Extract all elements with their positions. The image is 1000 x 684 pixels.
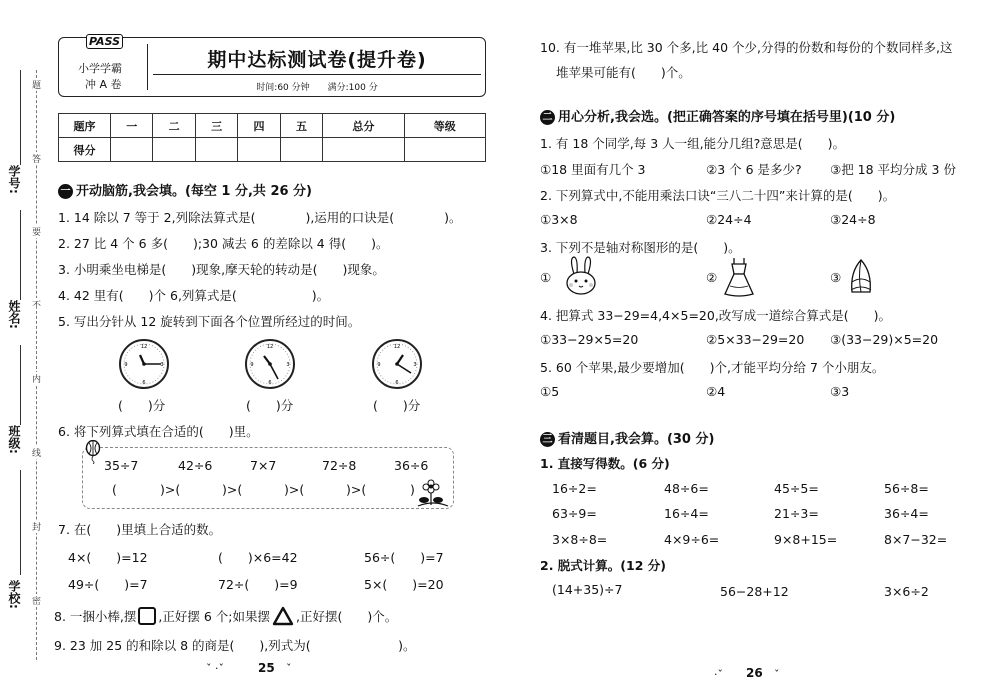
margin-note: 内 [31,372,42,385]
order-chain: ) [410,482,415,497]
score-cell: 四 [238,114,280,138]
fill-item: ( )×6=42 [218,550,298,565]
score-cell: 等级 [404,114,485,138]
exam-header [58,37,486,97]
choice-question-1: 1. 有 18 个同学,每 3 人一组,能分几组?意思是( )。 [540,136,845,151]
margin-note: 题 [31,78,42,91]
dress-icon [722,256,756,298]
choice-option: ①5 [540,384,560,399]
choice-option: ① [540,270,552,285]
page-decoration-icon: ˇ [774,668,780,681]
brand-line-1: 小学学霸 [78,62,122,75]
calc-item: 8×7−32= [884,532,948,547]
score-input-cell[interactable] [195,138,237,162]
score-input-cell[interactable] [404,138,485,162]
question-5: 5. 写出分针从 12 旋转到下面各个位置所经过的时间。 [58,314,361,329]
expression-item: 35÷7 [104,458,139,473]
calc-item: 9×8+15= [774,532,838,547]
svg-text:3: 3 [160,362,164,368]
calc-expression: (14+35)÷7 [552,582,623,597]
section-1-badge: 一 [58,184,73,199]
margin-note: 不 [31,298,42,311]
svg-text:9: 9 [124,362,128,368]
fill-item: 4×( )=12 [68,550,148,565]
margin-line [20,345,21,425]
choice-option: ② [706,270,718,285]
margin-note: 线 [31,446,42,459]
exam-title: 期中达标测试卷(提升卷) [207,49,427,71]
score-input-cell[interactable] [280,138,322,162]
question-1: 1. 14 除以 7 等于 2,列除法算式是( ),运用的口诀是( )。 [58,210,462,225]
svg-text:3: 3 [413,362,417,368]
calc-item: 36÷4= [884,506,929,521]
choice-option: ②24÷4 [706,212,752,227]
score-cell: 二 [153,114,195,138]
order-chain: )>( [346,482,367,497]
choice-option: ③3 [830,384,850,399]
order-chain: )>( [284,482,305,497]
clock-icon [118,338,170,390]
score-table-header-row [59,114,486,138]
margin-note: 密 [31,594,42,607]
expression-item: 7×7 [250,458,277,473]
svg-text:12: 12 [266,344,274,350]
section-1-title: 开动脑筋,我会填。(每空 1 分,共 26 分) [76,184,312,199]
question-8 [54,606,397,626]
choice-option: ①33−29×5=20 [540,332,639,347]
fill-item: 56÷( )=7 [364,550,444,565]
expression-box [82,447,454,509]
calc-item: 48÷6= [664,481,709,496]
bamboo-shoot-icon [846,258,876,296]
question-8-part-b: ,正好摆 6 个;如果摆 [158,609,270,624]
page-number-right: 26 [746,666,763,680]
margin-label-name: 姓名: [7,300,21,329]
svg-text:3: 3 [286,362,290,368]
margin-line [20,70,21,165]
margin-note: 要 [31,225,42,238]
page-decoration-icon: ˇ [286,662,292,675]
square-icon [138,607,156,625]
svg-text:12: 12 [393,344,401,350]
score-input-cell[interactable] [238,138,280,162]
calc-expression: 56−28+12 [720,584,789,599]
exam-meta: 时间:60 分钟 满分:100 分 [256,83,378,93]
svg-text:9: 9 [377,362,381,368]
pass-logo: PASS [86,34,123,49]
page-number-left: 25 [258,661,275,675]
section-2-title: 用心分析,我会选。(把正确答案的序号填在括号里)(10 分) [558,110,896,125]
section-2-heading [540,106,895,125]
fill-item: 49÷( )=7 [68,577,148,592]
page-decoration-icon: ·ˇ [714,668,723,681]
score-cell: 一 [111,114,153,138]
calc-item: 3×8÷8= [552,532,608,547]
brand-line-2: 冲 A 卷 [85,78,122,91]
section-3-badge: 三 [540,432,555,447]
clock-answer-2: ( )分 [246,398,294,413]
choice-option: ③把 18 平均分成 3 份 [830,162,956,177]
margin-label-school: 学校: [7,580,21,609]
section-1-heading [58,180,312,199]
section-3-title: 看清题目,我会算。(30 分) [558,432,715,447]
balloon-icon [84,440,102,464]
fill-item: 5×( )=20 [364,577,444,592]
calc-item: 16÷2= [552,481,597,496]
calc-item: 56÷8= [884,481,929,496]
question-7: 7. 在( )里填上合适的数。 [58,522,222,537]
choice-option: ①18 里面有几个 3 [540,162,646,177]
question-10-line-1: 10. 有一堆苹果,比 30 个多,比 40 个少,分得的份数和每份的个数同样多,这 [540,40,953,55]
rabbit-icon [562,256,600,298]
question-6: 6. 将下列算式填在合适的( )里。 [58,424,259,439]
order-chain: ( [112,482,117,497]
order-chain: )>( [160,482,181,497]
page-decoration-icon: ˇ ·ˇ [206,662,224,675]
section-2-badge: 二 [540,110,555,125]
binding-margin [0,0,52,684]
choice-question-3: 3. 下列不是轴对称图形的是( )。 [540,240,741,255]
score-input-cell[interactable] [153,138,195,162]
header-rule [153,74,481,75]
section-3-heading [540,428,714,447]
calc-item: 63÷9= [552,506,597,521]
calc-item: 21÷3= [774,506,819,521]
question-9: 9. 23 加 25 的和除以 8 的商是( ),列式为( )。 [54,638,416,653]
choice-question-5: 5. 60 个苹果,最少要增加( )个,才能平均分给 7 个小朋友。 [540,360,885,375]
choice-option: ③ [830,270,842,285]
svg-text:9: 9 [250,362,254,368]
score-table [58,113,486,162]
svg-text:6: 6 [268,380,272,386]
margin-line [20,210,21,300]
clock-icon [371,338,423,390]
score-cell: 题序 [59,114,111,138]
expression-item: 72÷8 [322,458,357,473]
question-10-line-2: 堆苹果可能有( )个。 [556,65,691,80]
score-input-cell[interactable] [323,138,404,162]
question-3: 3. 小明乘坐电梯是( )现象,摩天轮的转动是( )现象。 [58,262,385,277]
margin-note: 答 [31,152,42,165]
margin-label-class: 班级: [7,425,21,454]
score-cell: 三 [195,114,237,138]
question-2: 2. 27 比 4 个 6 多( );30 减去 6 的差除以 4 得( )。 [58,236,389,251]
calc-subquestion-1: 1. 直接写得数。(6 分) [540,456,670,471]
score-cell: 得分 [59,138,111,162]
choice-option: ②3 个 6 是多少? [706,162,802,177]
clock-answer-3: ( )分 [373,398,421,413]
fill-item: 72÷( )=9 [218,577,298,592]
calc-item: 16÷4= [664,506,709,521]
header-divider [147,44,148,90]
expression-item: 36÷6 [394,458,429,473]
score-cell: 总分 [323,114,404,138]
clock-answer-1: ( )分 [118,398,166,413]
choice-option: ②4 [706,384,726,399]
choice-option: ②5×33−29=20 [706,332,805,347]
score-cell: 五 [280,114,322,138]
clock-icon [244,338,296,390]
flower-icon [414,478,452,508]
calc-expression: 3×6÷2 [884,584,929,599]
choice-option: ③24÷8 [830,212,876,227]
score-table-score-row [59,138,486,162]
svg-text:6: 6 [142,380,146,386]
margin-label-student-id: 学号: [7,165,21,194]
margin-note: 封 [31,520,42,533]
choice-question-2: 2. 下列算式中,不能用乘法口诀“三八二十四”来计算的是( )。 [540,188,896,203]
order-chain: )>( [222,482,243,497]
svg-text:6: 6 [395,380,399,386]
score-input-cell[interactable] [111,138,153,162]
svg-text:12: 12 [140,344,148,350]
choice-option: ③(33−29)×5=20 [830,332,939,347]
question-8-part-a: 8. 一捆小棒,摆 [54,609,137,624]
choice-option: ①3×8 [540,212,578,227]
triangle-icon [272,606,294,626]
margin-line [20,470,21,575]
calc-item: 4×9÷6= [664,532,720,547]
question-4: 4. 42 里有( )个 6,列算式是( )。 [58,288,330,303]
calc-subquestion-2: 2. 脱式计算。(12 分) [540,558,666,573]
expression-item: 42÷6 [178,458,213,473]
choice-question-4: 4. 把算式 33−29=4,4×5=20,改写成一道综合算式是( )。 [540,308,892,323]
calc-item: 45÷5= [774,481,819,496]
question-8-part-c: ,正好摆( )个。 [295,609,398,624]
